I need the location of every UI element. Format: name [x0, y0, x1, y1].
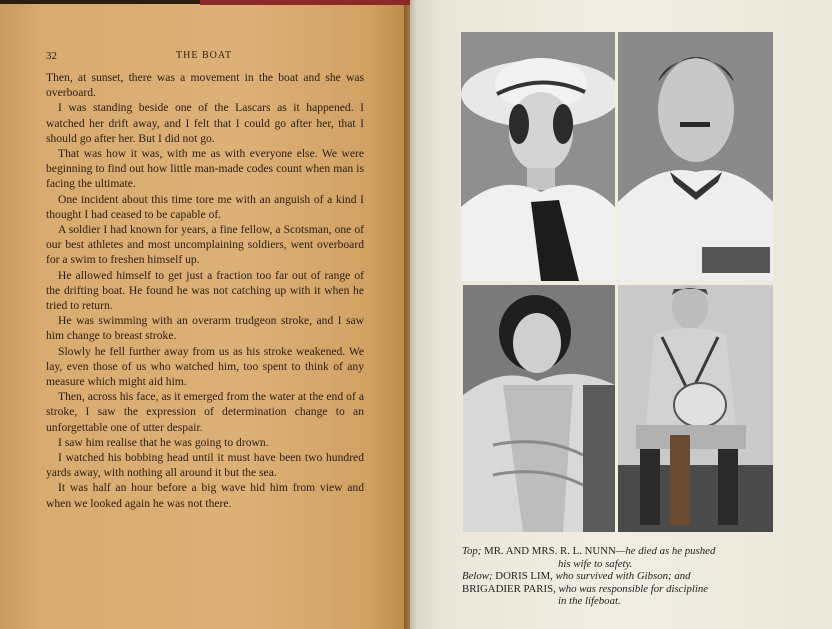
caption-top-label: Top;: [462, 545, 482, 557]
photo-mrs-nunn: [461, 32, 615, 281]
caption-below-desc-3: in the lifeboat.: [558, 595, 621, 608]
body-text: [46, 70, 364, 511]
paragraph: A soldier I had known for years, a fine fellow, a Scotsman, one of our best athletes and most uncomplaining soldiers, went overboard for a swim to freshen himself up.: [46, 223, 364, 267]
caption-line-4: [462, 583, 778, 596]
caption-line-5: [462, 595, 778, 608]
photo-caption: [462, 545, 778, 608]
photo-brigadier-paris: [618, 285, 773, 532]
paragraph: I was standing beside one of the Lascars as it happened. I watched her drift away, and I felt that I could go after her, that I should go after her. But I did not go.: [46, 101, 364, 145]
caption-line-1: [462, 545, 778, 558]
portrait-doris-lim-icon: [463, 285, 615, 532]
paragraph: One incident about this time tore me with an anguish of a kind I thought I had ceased to be capable of.: [46, 192, 364, 221]
portrait-woman-hat-icon: [461, 32, 615, 281]
caption-below-label: Below;: [462, 570, 493, 583]
book-gutter: [404, 0, 416, 629]
caption-below-desc-2: who was responsible for discipline: [558, 582, 709, 595]
page-number: 32: [46, 50, 57, 62]
photo-doris-lim: [463, 285, 615, 532]
caption-below-name-1: DORIS LIM,: [495, 570, 553, 583]
paragraph: Then, at sunset, there was a movement in the boat and she was overboard.: [46, 71, 364, 100]
caption-below-name-2: BRIGADIER PARIS,: [462, 582, 556, 595]
caption-line-2: [462, 558, 778, 571]
paragraph: It was half an hour before a big wave hid him from view and when we looked again he was not there.: [46, 481, 364, 510]
paragraph: I saw him realise that he was going to drown.: [58, 435, 269, 449]
paragraph: That was how it was, with me as with everyone else. We were beginning to find out how little man-made codes count when man is facing the ultimate.: [46, 147, 364, 191]
photo-mr-nunn: [618, 32, 773, 281]
paragraph: Slowly he fell further away from us as his stroke weakened. We lay, even those of us who watched him, too spent to think of any measure which might aid him.: [46, 344, 364, 389]
paragraph: I watched his bobbing head until it must have been two hundred yards away, with nothing all around it but the sea.: [46, 451, 364, 480]
caption-line-3: [462, 570, 778, 583]
portrait-brigadier-seated-icon: [618, 285, 773, 532]
paragraph: Then, across his face, as it emerged from the water at the end of a stroke, I saw the expression of determination change to an unforgettable one of utter despair.: [46, 390, 364, 434]
caption-below-desc-1: who survived with Gibson; and: [555, 570, 691, 583]
paragraph: He was swimming with an overarm trudgeon stroke, and I saw him change to breast stroke.: [46, 314, 364, 343]
running-head: THE BOAT: [176, 50, 233, 61]
cover-edge: [200, 0, 410, 5]
paragraph: He allowed himself to get just a fraction too far out of range of the drifting boat. He found he was not catching up with it when he tried to return.: [46, 268, 364, 313]
caption-top-desc-2: his wife to safety.: [558, 557, 633, 570]
caption-top-desc: —he died as he pushed: [615, 545, 716, 557]
portrait-man-uniform-icon: [618, 32, 773, 281]
caption-top-names: MR. AND MRS. R. L. NUNN: [484, 545, 616, 557]
